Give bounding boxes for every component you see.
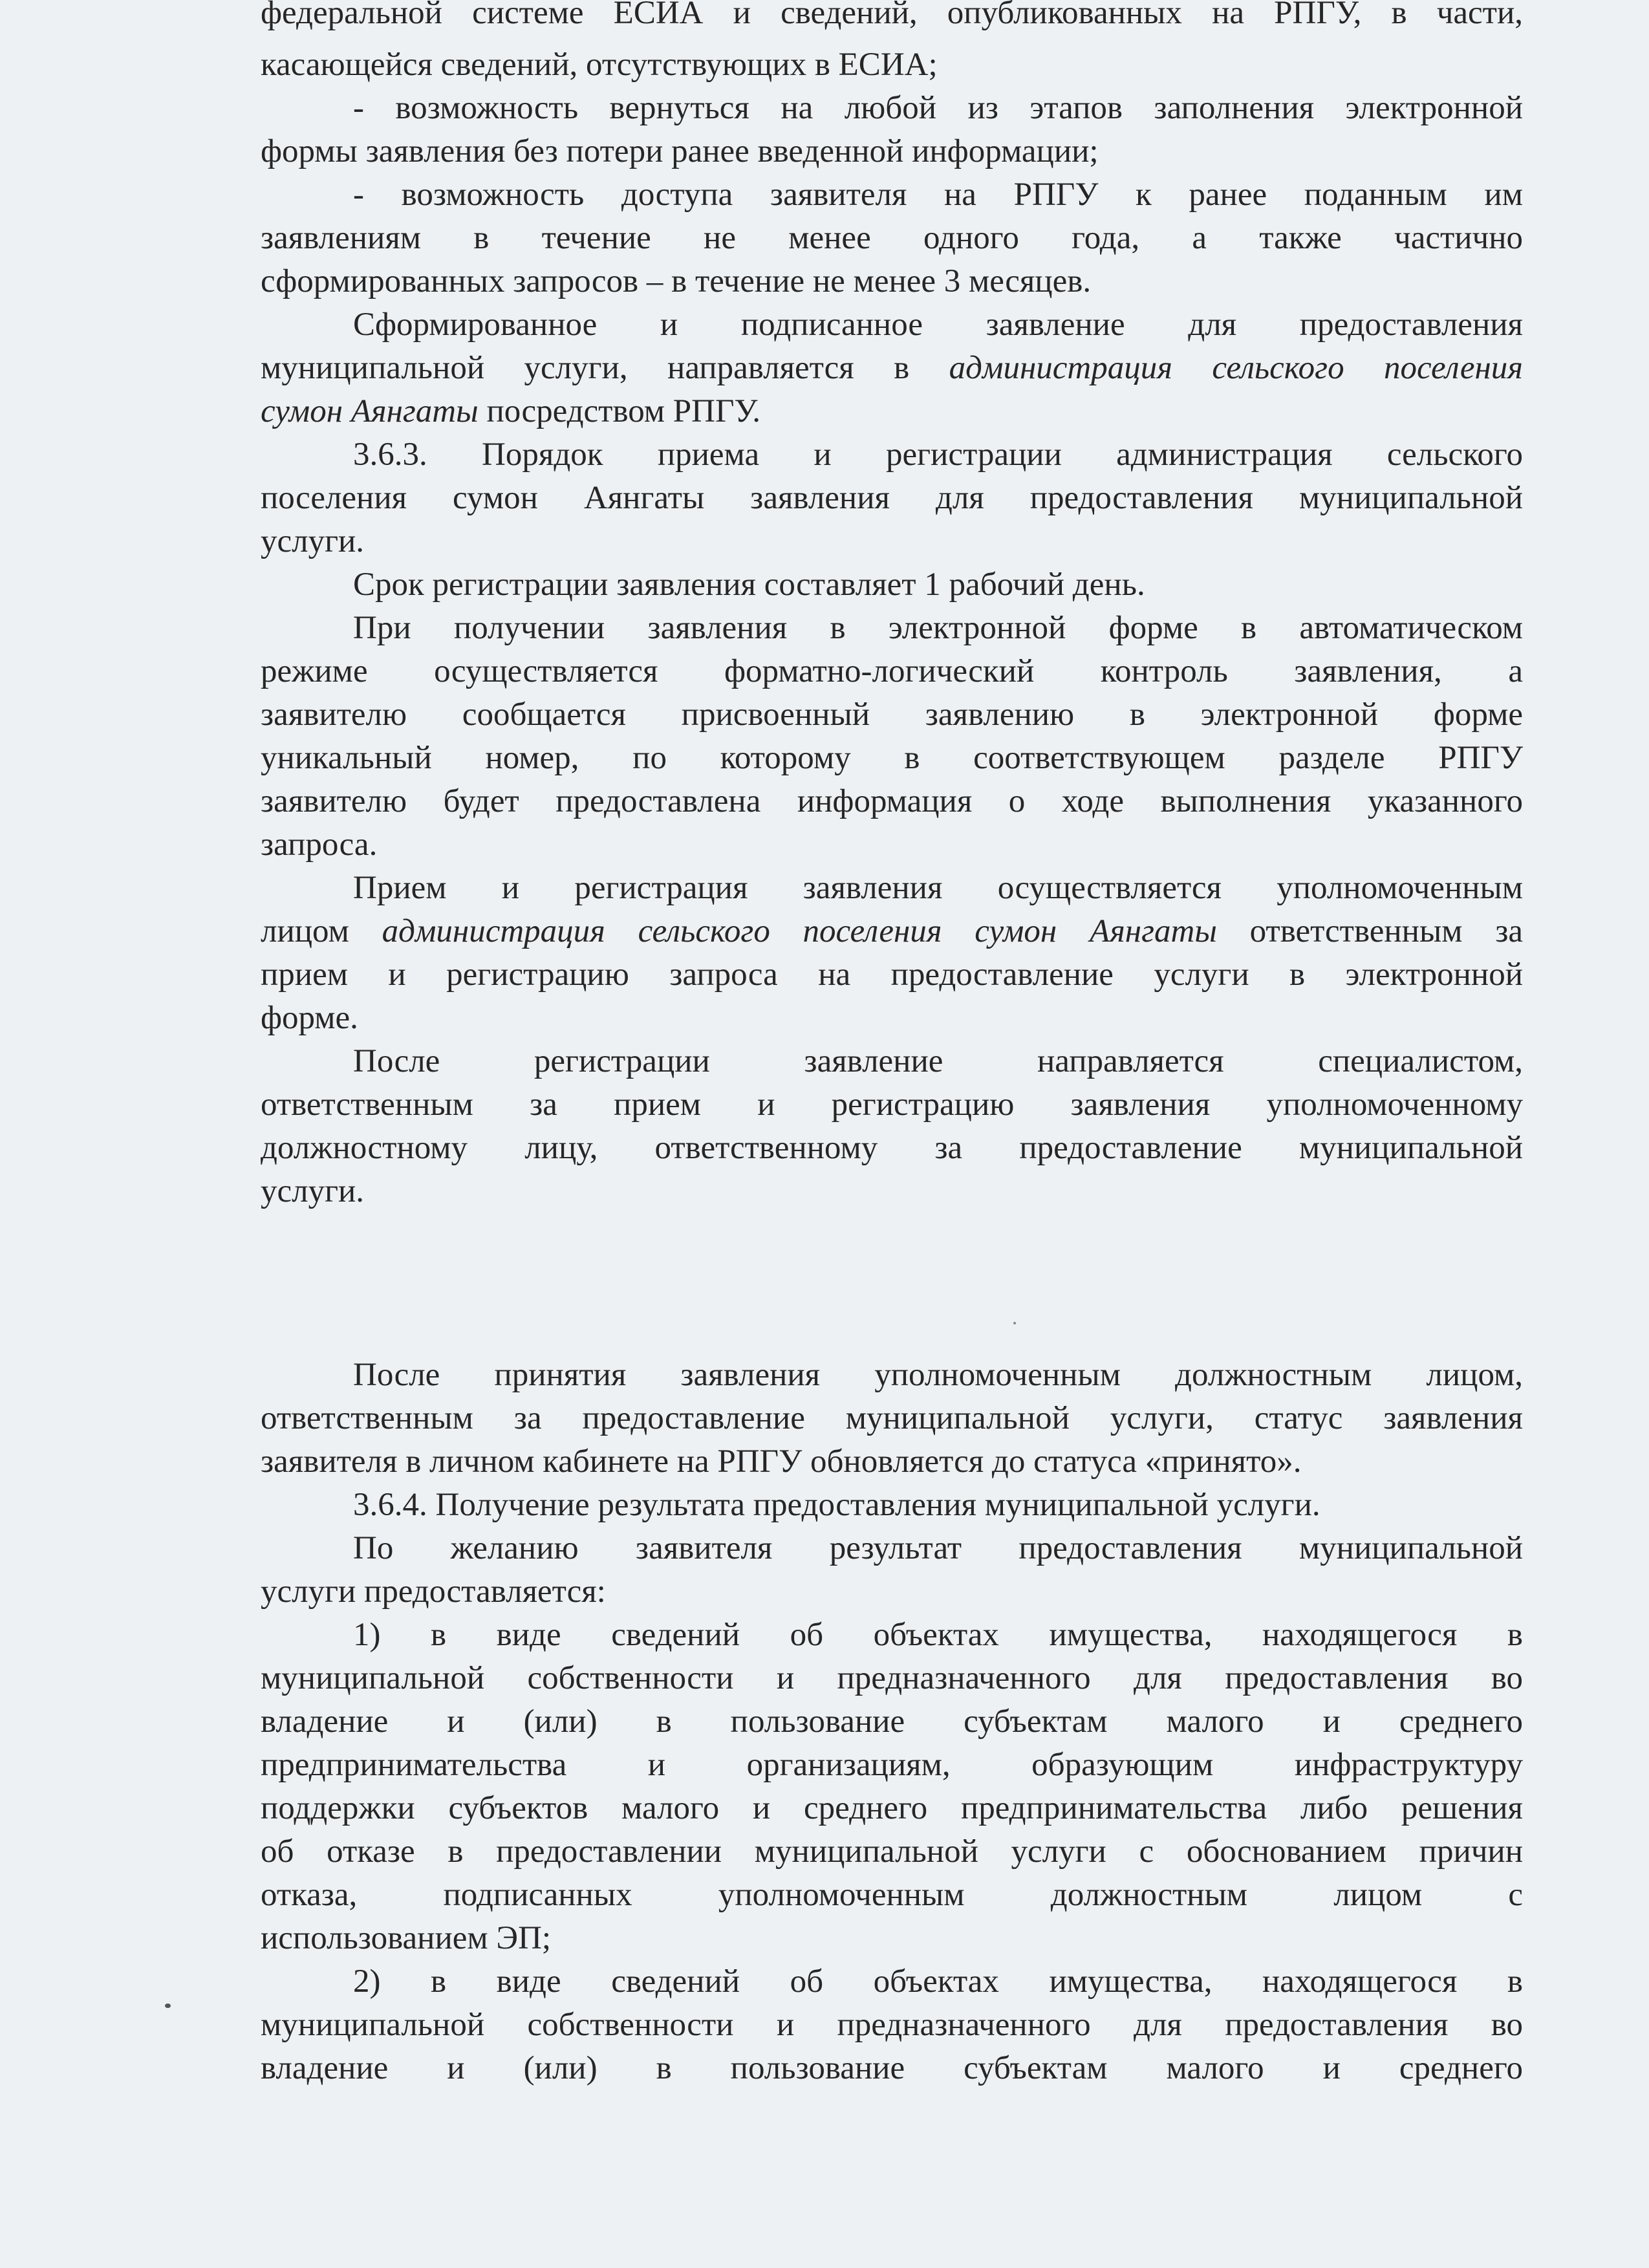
text-run: 1) в виде сведений об объектах имущества, находящегося в	[353, 1617, 1523, 1653]
text-line	[261, 867, 1523, 910]
text-line	[261, 1527, 1523, 1570]
text-line	[261, 1744, 1523, 1787]
text-run: об отказе в предоставлении муниципальной услуги с обоснованием причин	[261, 1833, 1523, 1870]
text-line	[261, 390, 1523, 433]
text-line	[261, 1170, 1523, 1213]
text-run: владение и (или) в пользование субъектам малого и среднего	[261, 2050, 1523, 2086]
text-run: касающейся сведений, отсутствующих в ЕСИА;	[261, 47, 938, 83]
text-run: муниципальной собственности и предназначенного для предоставления во	[261, 2007, 1523, 2043]
text-line	[261, 1614, 1523, 1657]
text-line	[261, 1484, 1523, 1527]
text-run: ответственным за	[1216, 913, 1523, 949]
text-run: заявителя в личном кабинете на РПГУ обновляется до статуса «принято».	[261, 1443, 1302, 1480]
italic-text-run: администрация сельского поселения сумон Аянгаты	[382, 913, 1217, 949]
text-run: формы заявления без потери ранее введенной информации;	[261, 133, 1099, 169]
text-line	[261, 1874, 1523, 1917]
text-line	[261, 43, 1523, 87]
text-run: уникальный номер, по которому в соответствующем разделе РПГУ	[261, 740, 1523, 776]
text-run: заявителю сообщается присвоенный заявлению в электронной форме	[261, 697, 1523, 733]
text-run: - возможность вернуться на любой из этапов заполнения электронной	[353, 90, 1523, 126]
text-run: запроса.	[261, 826, 378, 863]
text-line	[261, 1657, 1523, 1700]
text-run: Срок регистрации заявления составляет 1 рабочий день.	[353, 567, 1145, 603]
text-line	[261, 997, 1523, 1040]
text-line	[261, 0, 1523, 43]
text-run: услуги.	[261, 1173, 365, 1209]
text-run: услуги.	[261, 523, 365, 559]
text-run: поддержки субъектов малого и среднего предпринимательства либо решения	[261, 1790, 1523, 1826]
text-line	[261, 1700, 1523, 1744]
text-line	[261, 910, 1523, 953]
text-line	[261, 737, 1523, 780]
text-line	[261, 347, 1523, 390]
text-line	[261, 953, 1523, 997]
text-line	[261, 1787, 1523, 1830]
text-line	[261, 563, 1523, 607]
text-run: - возможность доступа заявителя на РПГУ к ранее поданным им	[353, 177, 1523, 213]
scan-speck	[1013, 1322, 1016, 1324]
text-run: 2) в виде сведений об объектах имущества, находящегося в	[353, 1963, 1523, 2000]
text-run: муниципальной собственности и предназначенного для предоставления во	[261, 1660, 1523, 1696]
text-line	[261, 1127, 1523, 1170]
text-line	[261, 260, 1523, 303]
text-run: 3.6.3. Порядок приема и регистрации администрация сельского	[353, 437, 1523, 473]
text-line	[261, 1830, 1523, 1874]
text-run: При получении заявления в электронной форме в автоматическом	[353, 610, 1523, 646]
text-line	[261, 780, 1523, 823]
text-run: должностному лицу, ответственному за предоставление муниципальной	[261, 1130, 1523, 1166]
italic-text-run: администрация сельского поселения	[949, 350, 1523, 386]
text-run: федеральной системе ЕСИА и сведений, опубликованных на РПГУ, в части,	[261, 0, 1523, 31]
text-line	[261, 87, 1523, 130]
text-line	[261, 1960, 1523, 2003]
text-line	[261, 607, 1523, 650]
text-run: предпринимательства и организациям, образующим инфраструктуру	[261, 1747, 1523, 1783]
text-line	[261, 1083, 1523, 1127]
text-run: лицом	[261, 913, 382, 949]
text-run: поселения сумон Аянгаты заявления для предоставления муниципальной	[261, 480, 1523, 516]
text-run: Прием и регистрация заявления осуществляется уполномоченным	[353, 870, 1523, 906]
text-line	[261, 1440, 1523, 1484]
lower-text-block	[261, 1354, 1523, 2090]
text-line	[261, 217, 1523, 260]
text-line	[261, 2003, 1523, 2047]
text-run: После регистрации заявление направляется специалистом,	[353, 1043, 1523, 1079]
text-line	[261, 1397, 1523, 1440]
text-line	[261, 1040, 1523, 1083]
text-run: Сформированное и подписанное заявление для предоставления	[353, 307, 1523, 343]
italic-text-run: сумон Аянгаты	[261, 393, 479, 429]
text-run: заявителю будет предоставлена информация о ходе выполнения указанного	[261, 783, 1523, 819]
text-run: По желанию заявителя результат предоставления муниципальной	[353, 1530, 1523, 1566]
text-line	[261, 1917, 1523, 1960]
text-line	[261, 520, 1523, 563]
text-run: владение и (или) в пользование субъектам малого и среднего	[261, 1703, 1523, 1740]
text-line	[261, 2047, 1523, 2090]
text-run: режиме осуществляется форматно-логический контроль заявления, а	[261, 653, 1523, 689]
text-run: форме.	[261, 1000, 358, 1036]
text-run: услуги предоставляется:	[261, 1573, 606, 1610]
text-run: заявлениям в течение не менее одного года, а также частично	[261, 220, 1523, 256]
text-run: прием и регистрацию запроса на предоставление услуги в электронной	[261, 956, 1523, 993]
text-run: После принятия заявления уполномоченным должностным лицом,	[353, 1357, 1523, 1393]
text-line	[261, 1354, 1523, 1397]
text-line	[261, 1570, 1523, 1614]
text-run: ответственным за прием и регистрацию заявления уполномоченному	[261, 1086, 1523, 1123]
text-line	[261, 823, 1523, 867]
upper-text-block	[261, 0, 1523, 1213]
text-line	[261, 130, 1523, 173]
text-line	[261, 477, 1523, 520]
text-line	[261, 303, 1523, 347]
text-run: ответственным за предоставление муниципальной услуги, статус заявления	[261, 1400, 1523, 1436]
text-run: использованием ЭП;	[261, 1920, 552, 1956]
text-run: посредством РПГУ.	[478, 393, 760, 429]
text-run: сформированных запросов – в течение не менее 3 месяцев.	[261, 263, 1092, 299]
scan-speck	[165, 2003, 171, 2008]
text-run: муниципальной услуги, направляется в	[261, 350, 949, 386]
text-line	[261, 693, 1523, 737]
text-run: отказа, подписанных уполномоченным должностным лицом с	[261, 1877, 1523, 1913]
text-line	[261, 650, 1523, 693]
text-line	[261, 173, 1523, 217]
text-run: 3.6.4. Получение результата предоставления муниципальной услуги.	[353, 1487, 1320, 1523]
text-line	[261, 433, 1523, 477]
